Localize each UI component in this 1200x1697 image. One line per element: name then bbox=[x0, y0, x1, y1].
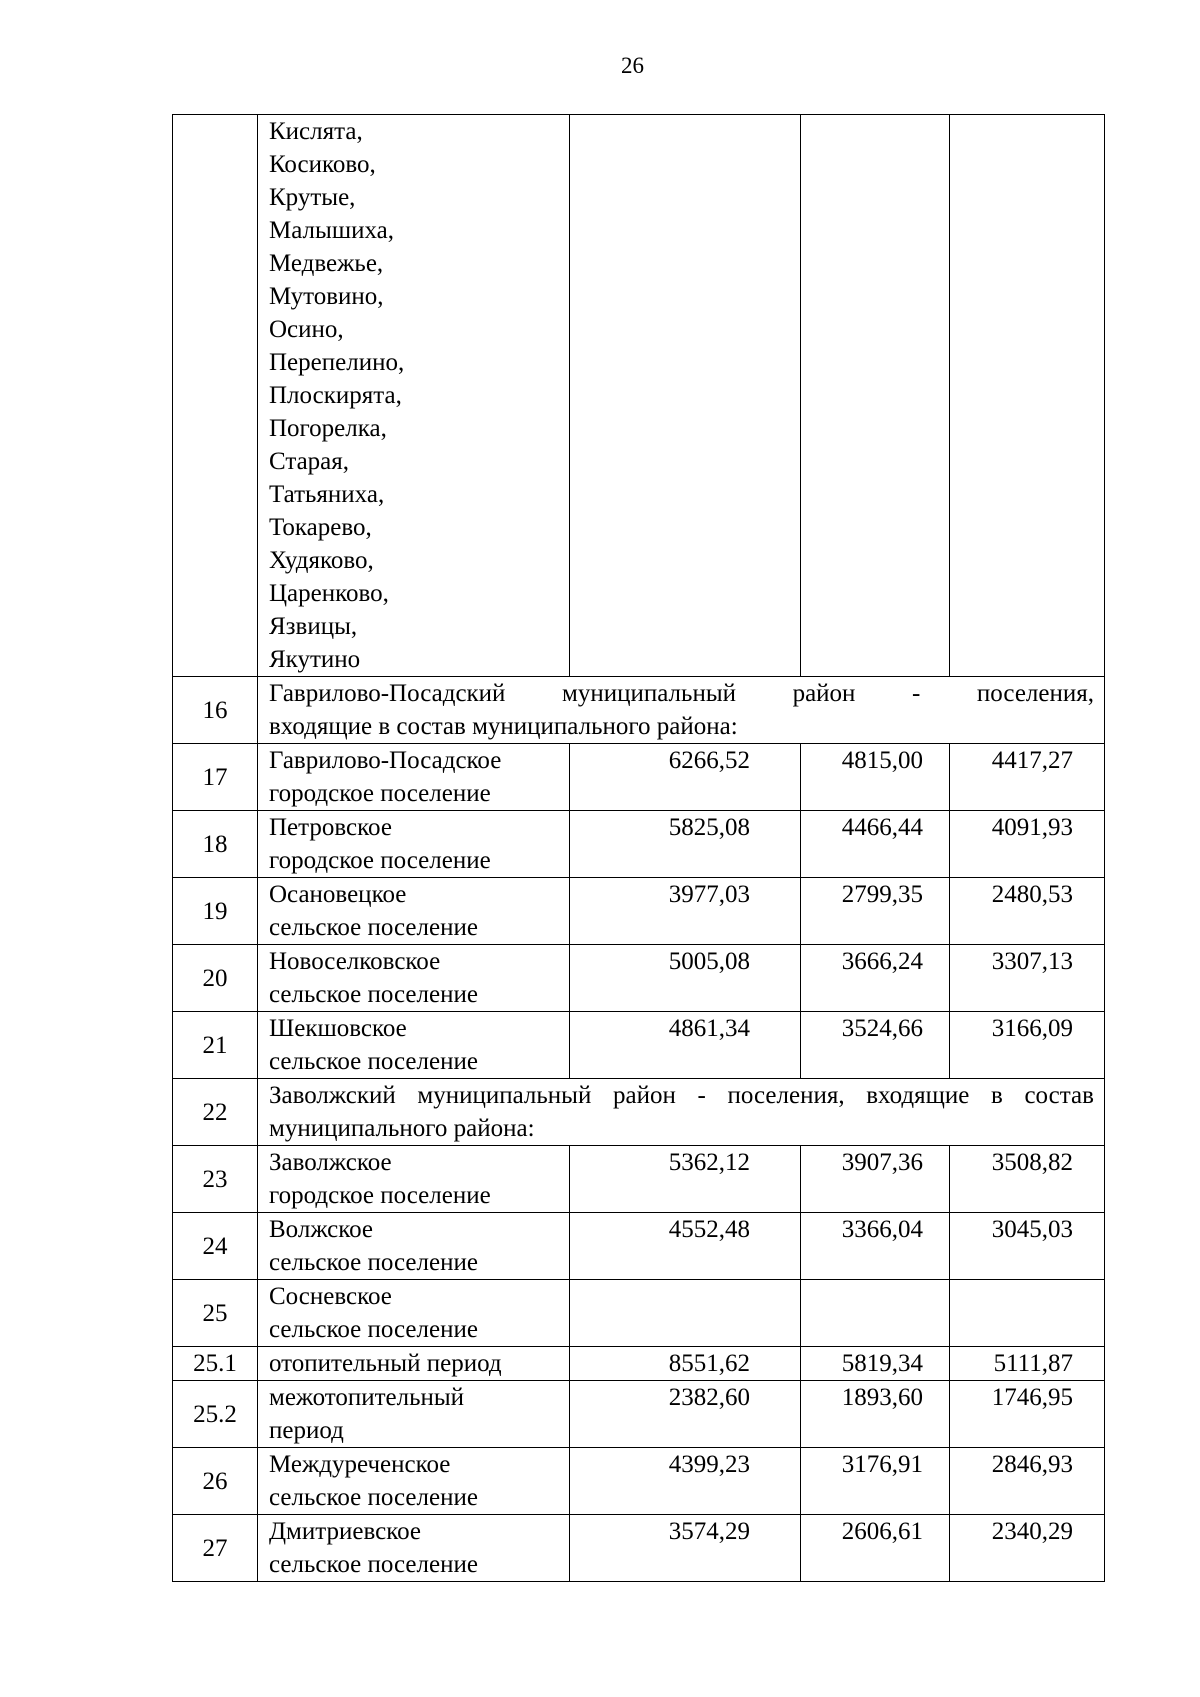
row-number-cell: 23 bbox=[173, 1146, 258, 1213]
table-row bbox=[173, 1213, 1105, 1280]
value-cell-2: 3524,66 bbox=[801, 1012, 950, 1079]
settlement-name-cell: Осановецкое сельское поселение bbox=[258, 878, 570, 945]
row-number-cell: 21 bbox=[173, 1012, 258, 1079]
settlement-name: Крутые, bbox=[269, 184, 356, 211]
value-cell-1 bbox=[570, 115, 801, 677]
row-number-cell: 17 bbox=[173, 744, 258, 811]
value-cell-3: 2846,93 bbox=[950, 1448, 1105, 1515]
value-cell-2 bbox=[801, 115, 950, 677]
page-number: 26 bbox=[621, 53, 644, 78]
settlement-name-cell: отопительный период bbox=[258, 1347, 570, 1381]
value-cell-2: 3366,04 bbox=[801, 1213, 950, 1280]
table-row bbox=[173, 1146, 1105, 1213]
value-cell-3: 3045,03 bbox=[950, 1213, 1105, 1280]
settlement-name: Плоскирята, bbox=[269, 382, 402, 409]
section-header-line2: входящие в состав муниципального района: bbox=[269, 713, 738, 740]
row-number-cell: 24 bbox=[173, 1213, 258, 1280]
value-cell-2: 3666,24 bbox=[801, 945, 950, 1012]
row-number-cell: 22 bbox=[173, 1079, 258, 1146]
settlement-name: Язвицы, bbox=[269, 613, 358, 640]
value-cell-1: 5362,12 bbox=[570, 1146, 801, 1213]
value-cell-1: 8551,62 bbox=[570, 1347, 801, 1381]
value-cell-2 bbox=[801, 1280, 950, 1347]
table-row-section-header bbox=[173, 1079, 1105, 1146]
row-number-cell: 25 bbox=[173, 1280, 258, 1347]
settlement-name: Якутино bbox=[269, 646, 361, 673]
table-row bbox=[173, 1448, 1105, 1515]
value-cell-3 bbox=[950, 115, 1105, 677]
table-row bbox=[173, 1381, 1105, 1448]
value-cell-2: 3907,36 bbox=[801, 1146, 950, 1213]
value-cell-1: 4552,48 bbox=[570, 1213, 801, 1280]
settlement-name: Малышиха, bbox=[269, 217, 394, 244]
table-row bbox=[173, 1012, 1105, 1079]
table-row-section-header bbox=[173, 677, 1105, 744]
row-number-cell: 18 bbox=[173, 811, 258, 878]
settlement-name: Татьяниха, bbox=[269, 481, 385, 508]
value-cell-3: 5111,87 bbox=[950, 1347, 1105, 1381]
table-row bbox=[173, 1515, 1105, 1582]
settlement-name: Осино, bbox=[269, 316, 344, 343]
value-cell-1: 4861,34 bbox=[570, 1012, 801, 1079]
value-cell-3: 4091,93 bbox=[950, 811, 1105, 878]
value-cell-1: 5005,08 bbox=[570, 945, 801, 1012]
value-cell-3: 2340,29 bbox=[950, 1515, 1105, 1582]
row-number-cell: 25.1 bbox=[173, 1347, 258, 1381]
tariff-table bbox=[172, 114, 1105, 1582]
value-cell-1 bbox=[570, 1280, 801, 1347]
section-header-cell bbox=[258, 1079, 1105, 1146]
table-row bbox=[173, 1280, 1105, 1347]
settlement-name-cell: Гаврилово-Посадское городское поселение bbox=[258, 744, 570, 811]
row-number-cell bbox=[173, 115, 258, 677]
value-cell-3: 2480,53 bbox=[950, 878, 1105, 945]
settlement-name-cell: Шекшовское сельское поселение bbox=[258, 1012, 570, 1079]
value-cell-2: 2606,61 bbox=[801, 1515, 950, 1582]
value-cell-3: 3307,13 bbox=[950, 945, 1105, 1012]
settlement-name-cell: Дмитриевское сельское поселение bbox=[258, 1515, 570, 1582]
section-header-line2: муниципального района: bbox=[269, 1115, 535, 1142]
row-number-cell: 19 bbox=[173, 878, 258, 945]
value-cell-1: 2382,60 bbox=[570, 1381, 801, 1448]
settlement-name-cell: Новоселковское сельское поселение bbox=[258, 945, 570, 1012]
settlement-name: Старая, bbox=[269, 448, 350, 475]
table-row bbox=[173, 878, 1105, 945]
value-cell-1: 5825,08 bbox=[570, 811, 801, 878]
value-cell-2: 5819,34 bbox=[801, 1347, 950, 1381]
settlement-name: Медвежье, bbox=[269, 250, 384, 277]
row-number-cell: 25.2 bbox=[173, 1381, 258, 1448]
row-number-cell: 26 bbox=[173, 1448, 258, 1515]
value-cell-1: 3977,03 bbox=[570, 878, 801, 945]
value-cell-1: 3574,29 bbox=[570, 1515, 801, 1582]
section-header-line1: Гаврилово-Посадский муниципальный район - поселения, bbox=[269, 680, 1094, 707]
settlement-name: Мутовино, bbox=[269, 283, 384, 310]
settlement-name: Косиково, bbox=[269, 151, 376, 178]
value-cell-3: 4417,27 bbox=[950, 744, 1105, 811]
row-number-cell: 20 bbox=[173, 945, 258, 1012]
value-cell-1: 6266,52 bbox=[570, 744, 801, 811]
settlement-name-cell: Петровское городское поселение bbox=[258, 811, 570, 878]
value-cell-2: 3176,91 bbox=[801, 1448, 950, 1515]
value-cell-3 bbox=[950, 1280, 1105, 1347]
table-row bbox=[173, 811, 1105, 878]
value-cell-3: 3508,82 bbox=[950, 1146, 1105, 1213]
value-cell-2: 4815,00 bbox=[801, 744, 950, 811]
table-row bbox=[173, 945, 1105, 1012]
table-row bbox=[173, 1347, 1105, 1381]
settlement-name-cell: Волжское сельское поселение bbox=[258, 1213, 570, 1280]
value-cell-3: 3166,09 bbox=[950, 1012, 1105, 1079]
value-cell-3: 1746,95 bbox=[950, 1381, 1105, 1448]
settlement-list-cell bbox=[258, 115, 570, 677]
value-cell-2: 1893,60 bbox=[801, 1381, 950, 1448]
table-row-continued bbox=[173, 115, 1105, 677]
settlement-name: Кислята, bbox=[269, 118, 363, 145]
settlement-name: Погорелка, bbox=[269, 415, 387, 442]
settlement-name-cell: Заволжское городское поселение bbox=[258, 1146, 570, 1213]
table-row bbox=[173, 744, 1105, 811]
row-number-cell: 27 bbox=[173, 1515, 258, 1582]
settlement-name: Худяково, bbox=[269, 547, 374, 574]
settlement-name: Царенково, bbox=[269, 580, 389, 607]
settlement-name-cell: Междуреченское сельское поселение bbox=[258, 1448, 570, 1515]
value-cell-1: 4399,23 bbox=[570, 1448, 801, 1515]
section-header-cell bbox=[258, 677, 1105, 744]
settlement-name: Токарево, bbox=[269, 514, 372, 541]
settlement-name-cell: межотопительный период bbox=[258, 1381, 570, 1448]
row-number-cell: 16 bbox=[173, 677, 258, 744]
settlement-name: Перепелино, bbox=[269, 349, 405, 376]
settlement-name-cell: Сосневское сельское поселение bbox=[258, 1280, 570, 1347]
value-cell-2: 4466,44 bbox=[801, 811, 950, 878]
value-cell-2: 2799,35 bbox=[801, 878, 950, 945]
section-header-line1: Заволжский муниципальный район - поселения, входящие в состав bbox=[269, 1082, 1094, 1109]
